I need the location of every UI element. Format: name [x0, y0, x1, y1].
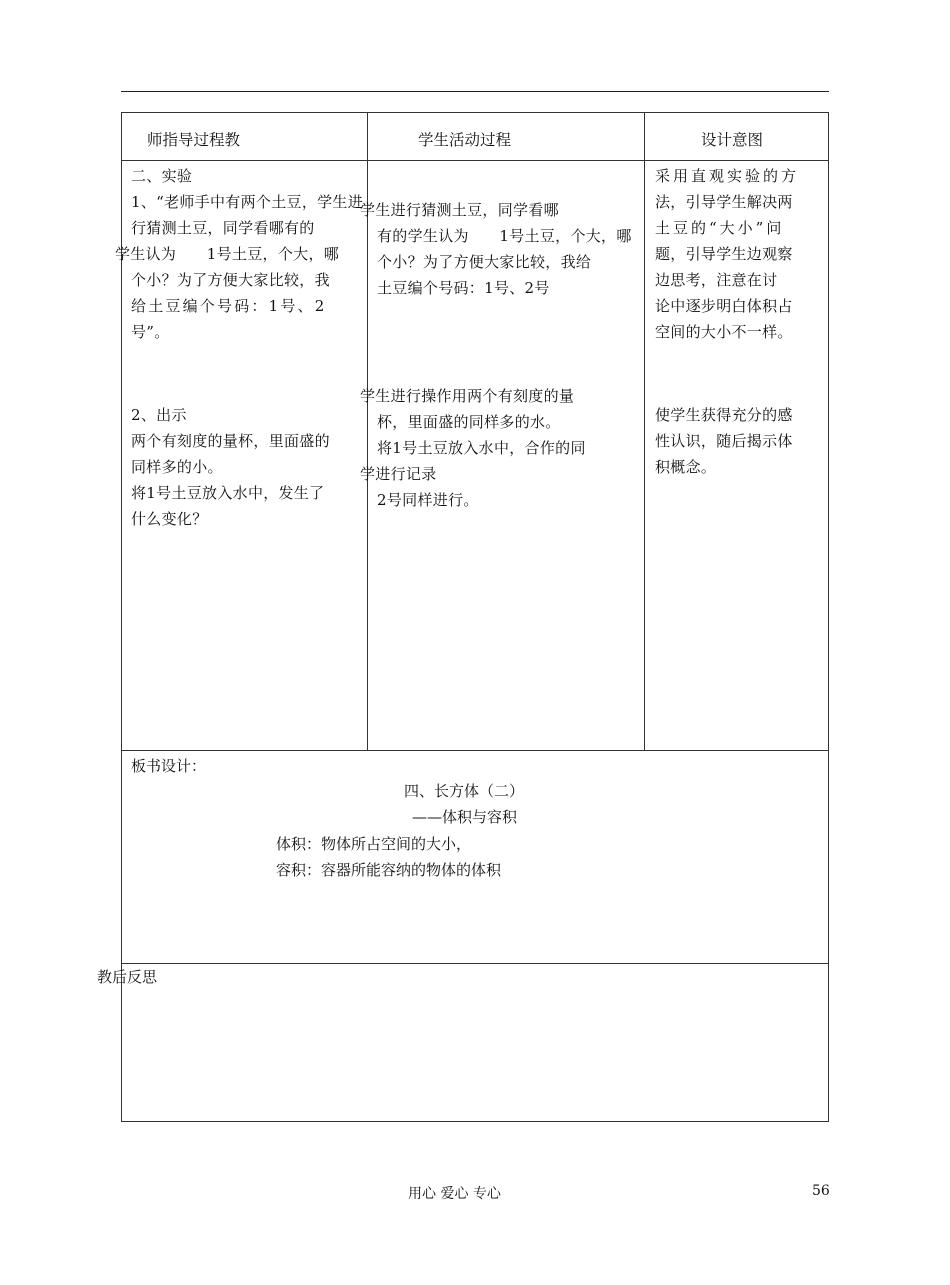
board-volume-line: 体积：物体所占空间的大小， [276, 835, 472, 853]
board-subtitle: ——体积与容积 [412, 808, 518, 826]
teacher-line: 同样多的小。 [131, 458, 223, 476]
intent-line: 积概念。 [655, 458, 717, 476]
student-section-2 [360, 383, 586, 513]
intent-line: 空间的大小不一样。 [655, 323, 793, 341]
student-line: 学生进行猜测土豆，同学看哪 [360, 201, 559, 219]
student-line: 学生进行操作用两个有刻度的量 [360, 387, 575, 405]
teacher-line: 1、“老师手中有两个土豆，学生进 [131, 193, 364, 211]
teacher-line: 两个有刻度的量杯，里面盛的 [131, 432, 330, 450]
student-line: 土豆编个号码：1号、2号 [377, 279, 550, 297]
intent-section-1 [655, 163, 799, 345]
page-number: 56 [812, 1183, 830, 1199]
teacher-line: 二、实验 [131, 167, 193, 185]
intent-line: 法，引导学生解决两 [655, 193, 793, 211]
student-line: 有的学生认为 1号土豆，个大，哪 [377, 227, 632, 245]
teacher-line: 将1号土豆放入水中，发生了 [131, 484, 325, 502]
teacher-line: 2、出示 [131, 406, 187, 424]
teacher-line: 行猜测土豆，同学看哪有的 [131, 219, 315, 237]
top-rule [121, 91, 829, 92]
student-section-1 [360, 197, 632, 301]
teacher-line: 学生认为 1号土豆，个大，哪 [115, 245, 340, 263]
intent-line: 使学生获得充分的感 [655, 406, 793, 424]
board-design-label: 板书设计： [131, 757, 207, 775]
student-line: 个小？为了方便大家比较，我给 [377, 253, 592, 271]
intent-line: 采用直观实验的方 [655, 167, 800, 185]
teacher-line: 什么变化？ [131, 510, 208, 528]
header-design-intent: 设计意图 [701, 131, 764, 149]
intent-line: 论中逐步明白体积占 [655, 297, 793, 315]
header-divider [121, 160, 829, 161]
teacher-line: 个小？为了方便大家比较，我 [131, 271, 330, 289]
reflection-label: 教后反思 [97, 968, 158, 986]
board-title: 四、长方体（二） [404, 782, 525, 800]
intent-section-2 [655, 402, 793, 480]
header-student-activity: 学生活动过程 [418, 131, 512, 149]
board-capacity-line: 容积：容器所能容纳的物体的体积 [276, 861, 502, 879]
teacher-section-2 [131, 402, 330, 532]
teacher-section-1 [115, 163, 364, 345]
intent-line: 性认识，随后揭示体 [655, 432, 793, 450]
student-line: 学进行记录 [360, 465, 437, 483]
teacher-line: 号”。 [131, 323, 170, 341]
student-line: 杯，里面盛的同样多的水。 [377, 413, 561, 431]
board-divider [121, 750, 829, 751]
reflection-divider [121, 963, 829, 964]
student-line: 2号同样进行。 [377, 491, 479, 509]
intent-line: 题，引导学生边观察 [655, 245, 793, 263]
intent-line: 边思考，注意在讨 [655, 271, 778, 289]
footer-motto: 用心 爱心 专心 [408, 1186, 501, 1202]
header-teacher-process: 师指导过程教 [147, 131, 241, 149]
student-line: 将1号土豆放入水中，合作的同 [377, 439, 586, 457]
teacher-line: 给土豆编个号码：1号、2 [131, 297, 327, 315]
col-divider-2 [644, 112, 645, 750]
intent-line: 土豆的“大小”问 [655, 219, 785, 237]
